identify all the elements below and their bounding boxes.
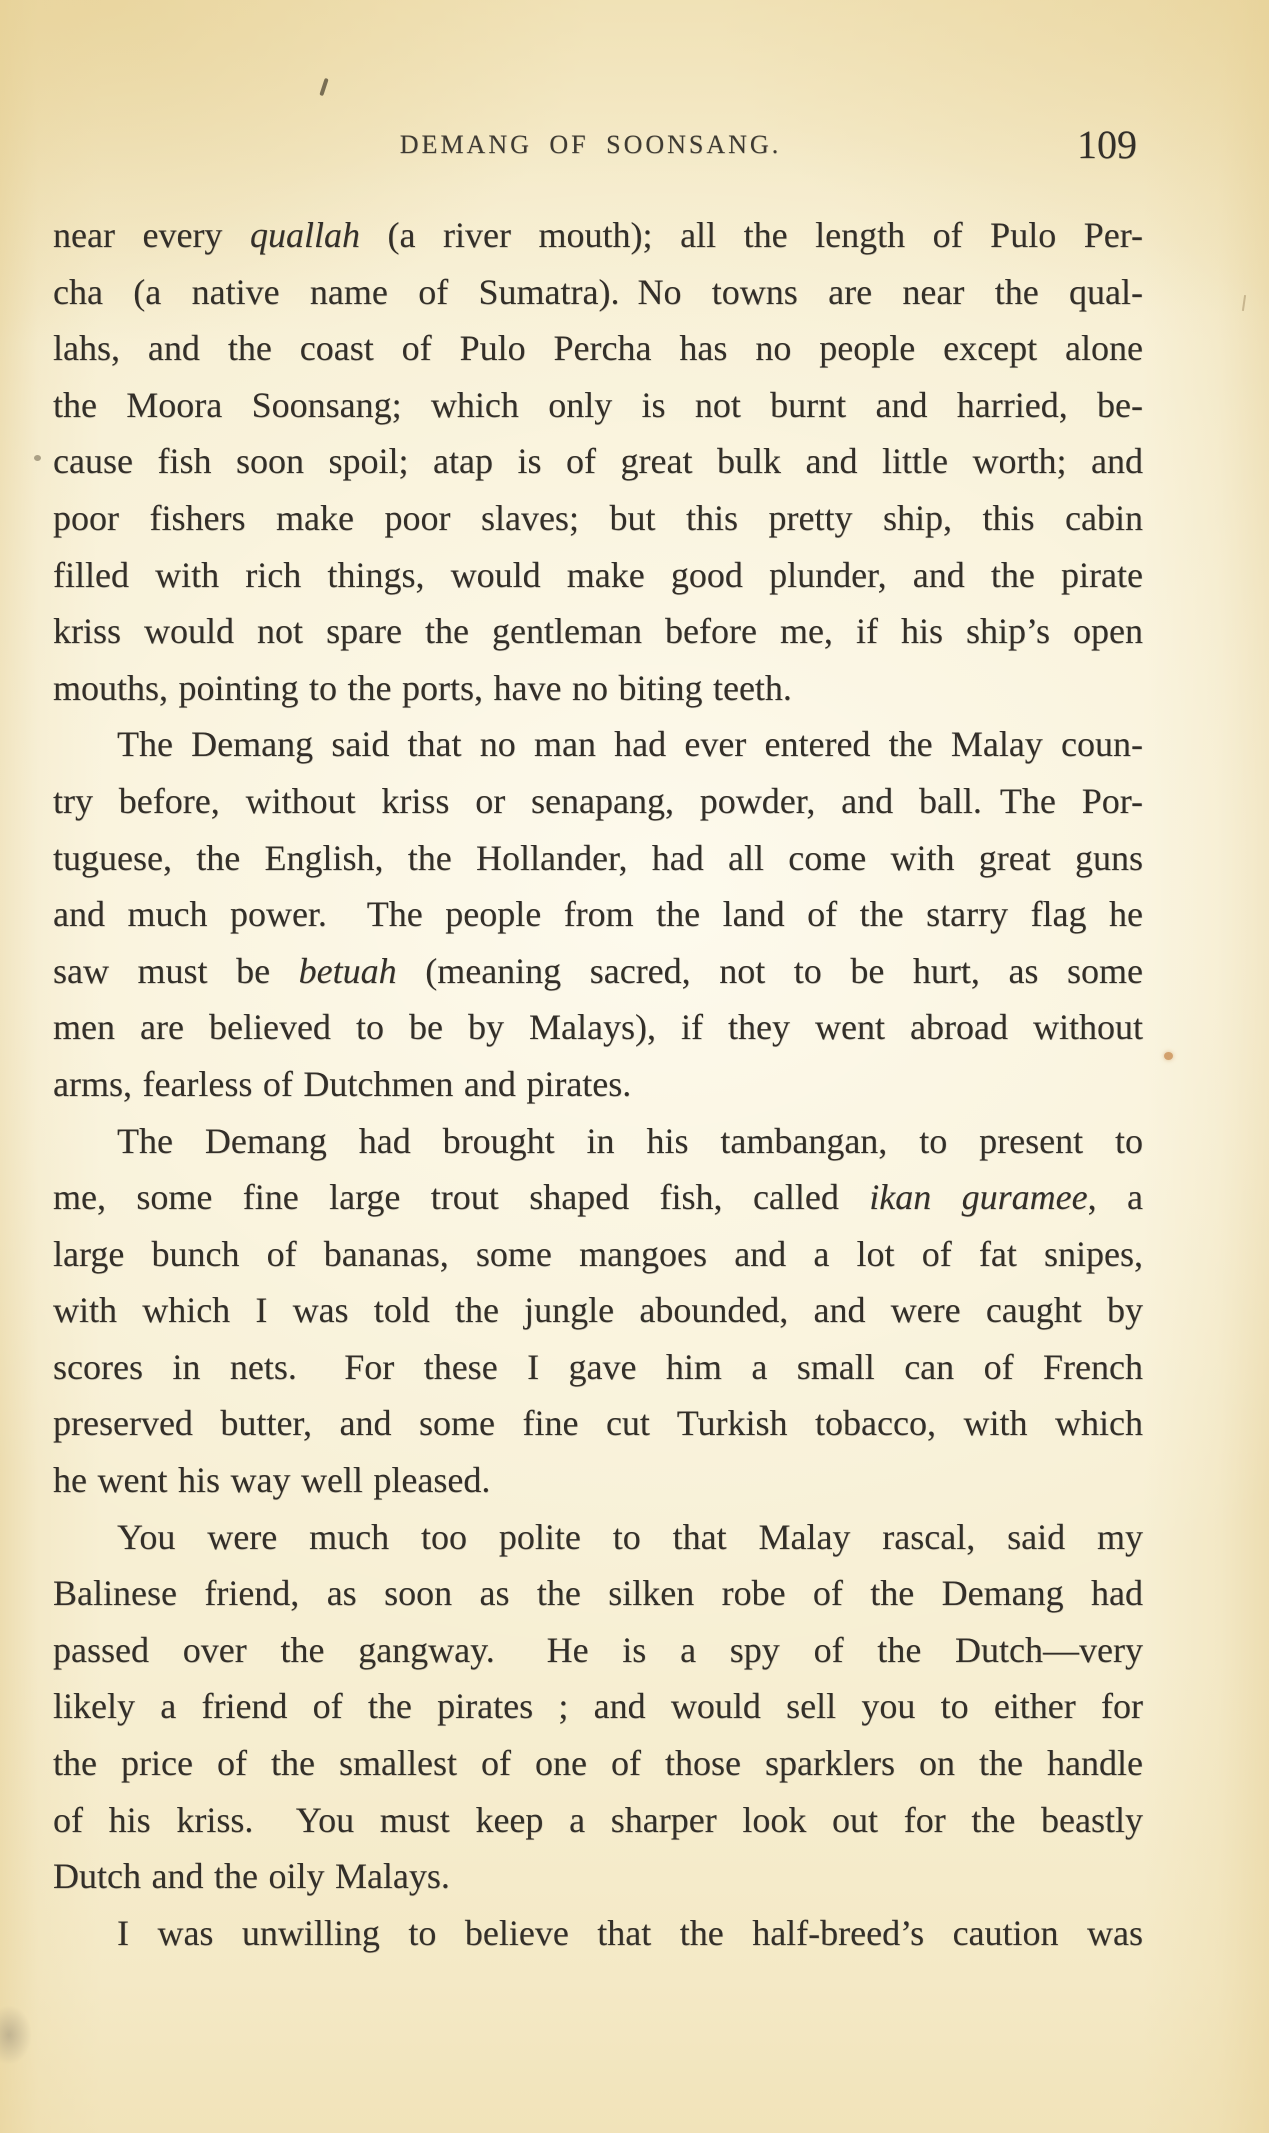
- text-line: Balinese friend, as soon as the silken robe of the Demang had: [53, 1573, 1143, 1614]
- text-line: cause fish soon spoil; atap is of great bulk and little worth; and: [53, 441, 1143, 482]
- text-line: the price of the smallest of one of those sparklers on the handle: [53, 1743, 1143, 1784]
- paper-rust-speck: [1164, 1052, 1173, 1060]
- text-line: tuguese, the English, the Hollander, had all come with great guns: [53, 837, 1143, 878]
- page-number: 109: [1077, 122, 1137, 167]
- text-line: saw must be betuah (meaning sacred, not to be hurt, as some: [53, 950, 1143, 991]
- text-line: The Demang had brought in his tambangan, to present to: [117, 1120, 1143, 1161]
- text-line: scores in nets. For these I gave him a small can of French: [53, 1346, 1143, 1387]
- text-line: the Moora Soonsang; which only is not burnt and harried, be-: [53, 384, 1143, 425]
- text-line: large bunch of bananas, some mangoes and a lot of fat snipes,: [53, 1233, 1143, 1274]
- text-line: with which I was told the jungle abounded, and were caught by: [53, 1290, 1143, 1331]
- text-line: mouths, pointing to the ports, have no biting teeth.: [53, 667, 792, 708]
- text-line: arms, fearless of Dutchmen and pirates.: [53, 1063, 632, 1104]
- text-line: near every quallah (a river mouth); all the length of Pulo Per-: [53, 215, 1144, 255]
- text-line: passed over the gangway. He is a spy of the Dutch—very: [53, 1629, 1143, 1670]
- text-line: cha (a native name of Sumatra). No towns are near the qual-: [53, 271, 1143, 312]
- text-body: [53, 207, 1143, 1961]
- text-line: Dutch and the oily Malays.: [53, 1856, 450, 1897]
- text-line: lahs, and the coast of Pulo Percha has no people except alone: [53, 328, 1143, 369]
- paper-speck: [34, 455, 41, 461]
- running-header-title: DEMANG OF SOONSANG.: [399, 130, 782, 159]
- text-line: The Demang said that no man had ever entered the Malay coun-: [117, 724, 1143, 765]
- text-line: preserved butter, and some fine cut Turkish tobacco, with which: [53, 1403, 1143, 1444]
- paper-mark: [319, 78, 328, 96]
- text-line: of his kriss. You must keep a sharper look out for the beastly: [53, 1799, 1143, 1840]
- text-line: poor fishers make poor slaves; but this pretty ship, this cabin: [53, 497, 1143, 538]
- text-line: likely a friend of the pirates ; and would sell you to either for: [53, 1686, 1143, 1727]
- text-line: You were much too polite to that Malay rascal, said my: [117, 1516, 1143, 1557]
- text-line: filled with rich things, would make good plunder, and the pirate: [53, 554, 1143, 595]
- text-line: men are believed to be by Malays), if they went abroad without: [53, 1007, 1143, 1048]
- text-line: he went his way well pleased.: [53, 1460, 491, 1501]
- text-line: and much power. The people from the land of the starry flag he: [53, 894, 1143, 935]
- paper-smudge: [0, 2005, 32, 2065]
- text-line: kriss would not spare the gentleman before me, if his ship’s open: [53, 611, 1143, 652]
- paper-fiber-mark: [1242, 295, 1246, 311]
- text-line: try before, without kriss or senapang, powder, and ball. The Por-: [53, 780, 1143, 821]
- text-line: me, some fine large trout shaped fish, called ikan guramee, a: [53, 1177, 1143, 1218]
- text-line: I was unwilling to believe that the half-breed’s caution was: [117, 1912, 1143, 1953]
